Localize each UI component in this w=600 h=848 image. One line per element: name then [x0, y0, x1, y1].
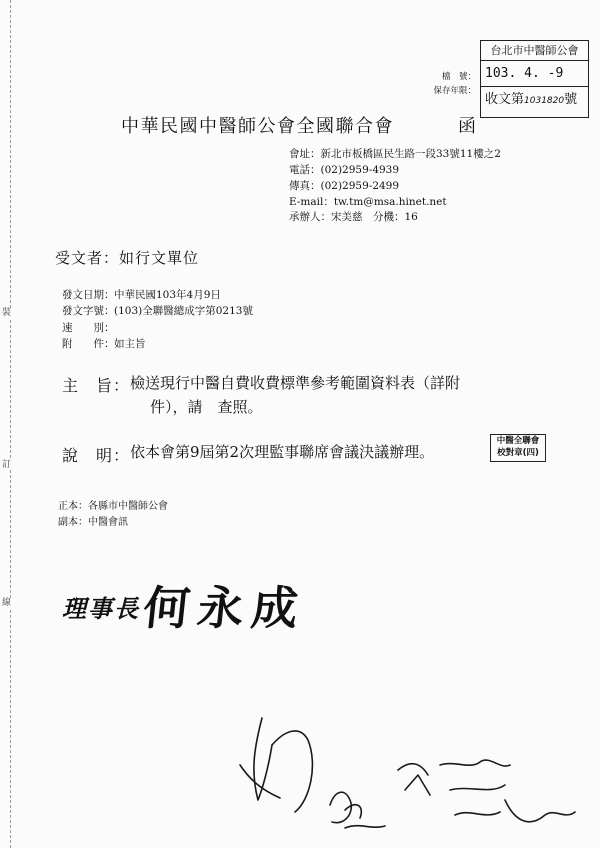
chairman-title: 理事長 — [62, 594, 140, 623]
subject-line-1: 檢送現行中醫自費收費標準參考範圍資料表（詳附 — [130, 374, 461, 392]
distribution-copy: 副本：中醫會訊 — [58, 517, 128, 528]
scribble-stroke — [440, 760, 510, 766]
binding-mark-ding: 訂 — [2, 460, 12, 470]
contact-email: E-mail：tw.tm@msa.hinet.net — [289, 196, 447, 208]
receipt-suffix: 號 — [564, 92, 578, 107]
explanation-label: 說 明： — [62, 446, 131, 465]
subject-line-2: 件），請 查照。 — [150, 398, 263, 416]
proofreading-seal-line-2: 校對章(四) — [497, 448, 539, 458]
binding-mark-xian: 線 — [2, 598, 12, 608]
contact-handler: 承辦人：宋美慈 分機：16 — [289, 211, 418, 223]
scribble-stroke — [345, 805, 361, 818]
receipt-stamp-date: 103. 4. -9 — [481, 61, 588, 87]
scribble-stroke — [398, 764, 430, 795]
contact-phone: 電話：(02)2959-4939 — [289, 164, 400, 176]
retention-label: 保存年限： — [433, 86, 476, 96]
contact-address: 會址：新北市板橋區民生路一段33號11樓之2 — [289, 148, 501, 160]
receipt-number: 1031820 — [524, 96, 565, 106]
organization-title: 中華民國中醫師公會全國聯合會 — [121, 116, 394, 137]
binding-mark-zhuang: 裝 — [2, 308, 12, 318]
receipt-stamp-office: 台北市中醫師公會 — [481, 41, 588, 61]
scribble-stroke — [450, 785, 505, 790]
meta-attachment-label: 附 件： — [62, 338, 115, 350]
file-number-label: 檔 號： — [441, 72, 476, 82]
meta-number-label: 發文字號： — [62, 305, 115, 317]
proofreading-seal-line-1: 中醫全聯會 — [496, 436, 540, 446]
contact-fax: 傳真：(02)2959-2499 — [289, 180, 400, 192]
explanation-text: 依本會第9屆第2次理監事聯席會議決議辦理。 — [130, 443, 435, 461]
meta-number-value: (103)全聯醫總成字第0213號 — [114, 305, 253, 317]
distribution-original: 正本：各縣市中醫師公會 — [58, 501, 168, 512]
chairman-name: 何永成 — [140, 581, 309, 635]
meta-attachment-value: 如主旨 — [114, 338, 146, 350]
scribble-stroke — [272, 731, 312, 812]
meta-date-label: 發文日期： — [62, 289, 115, 301]
meta-speed-label: 速 別： — [62, 322, 115, 334]
subject-label: 主 旨： — [62, 376, 131, 395]
recipient: 受文者：如行文單位 — [55, 249, 200, 267]
scribble-stroke — [455, 800, 575, 822]
receipt-prefix: 收文第 — [485, 92, 525, 107]
scribble-stroke — [345, 826, 385, 828]
document-type: 函 — [458, 116, 476, 137]
meta-date-value: 中華民國103年4月9日 — [114, 289, 221, 301]
